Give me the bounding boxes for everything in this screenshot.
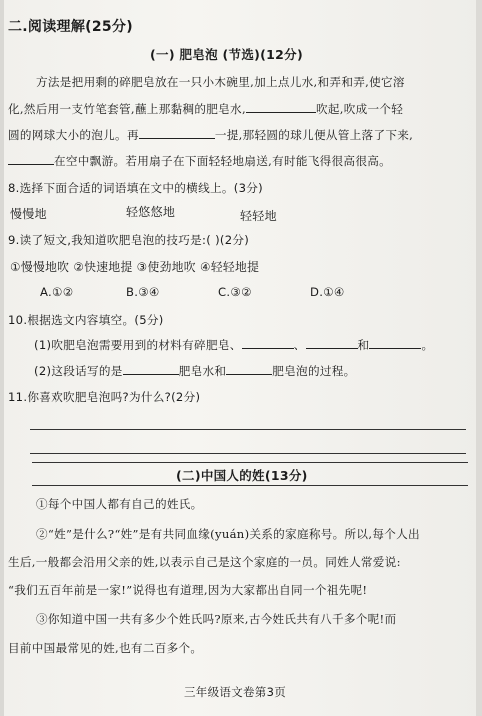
question-11: 11.你喜欢吹肥皂泡吗?为什么?(2分)	[8, 390, 201, 404]
q10-sub1	[34, 337, 433, 353]
blank-2[interactable]	[139, 127, 215, 139]
q11-answer-line-1[interactable]	[30, 429, 466, 430]
passage2-p2-line2: 生后,一般都会沿用父亲的姓,以表示自己是这个家庭的一员。同姓人常爱说:	[8, 555, 401, 569]
passage1-line3b: 一提,那轻圆的球儿便从管上落了下来,	[214, 128, 414, 142]
q10-sub2-end: 肥皂泡的过程。	[272, 364, 356, 378]
passage1-line1: 方法是把用剩的碎肥皂放在一只小木碗里,加上点儿水,和弄和弄,使它溶	[36, 75, 405, 89]
passage2-title: (二)中国人的姓(13分)	[176, 468, 308, 483]
question-8: 8.选择下面合适的词语填在文中的横线上。(3分)	[8, 181, 263, 195]
passage1-line4	[8, 153, 391, 169]
q8-word-1: 慢慢地	[10, 207, 47, 221]
passage1-line4-text: 在空中飘游。若用扇子在下面轻轻地扇送,有时能飞得很高很高。	[54, 154, 392, 168]
passage1-line2a: 化,然后用一支竹笔套管,蘸上那黏稠的肥皂水,	[8, 102, 246, 116]
q10-sub1-end: 。	[421, 338, 434, 352]
q9-option-c[interactable]: C.③②	[218, 285, 252, 299]
q8-word-3: 轻轻地	[240, 209, 277, 223]
q10-sub1-sep1: 、	[293, 338, 306, 352]
q10-blank-2[interactable]	[306, 337, 358, 349]
q10-sub1-sep2: 和	[357, 338, 370, 352]
passage2-p2-line1: ②“姓”是什么?“姓”是有共同血缘(yuán)关系的家庭称号。所以,每个人出	[36, 527, 420, 541]
q10-blank-5[interactable]	[226, 363, 272, 375]
question-9: 9.读了短文,我知道吹肥皂泡的技巧是:( )(2分)	[8, 233, 250, 247]
page-edge-left	[0, 0, 4, 716]
passage2-p3-line1: ③你知道中国一共有多少个姓氏吗?原来,古今姓氏共有八千多个呢!而	[36, 612, 397, 626]
passage1-title: (一) 肥皂泡 (节选)(12分)	[150, 47, 303, 62]
page-footer: 三年级语文卷第3页	[184, 685, 287, 699]
passage1-line3	[8, 127, 413, 143]
passage1-line2b: 吹起,吹成一个轻	[315, 102, 404, 116]
q10-sub2-text: (2)这段话写的是	[34, 364, 123, 378]
q10-sub1-text: (1)吹肥皂泡需要用到的材料有碎肥皂、	[34, 338, 242, 352]
passage1-line2	[8, 101, 403, 117]
q9-option-b[interactable]: B.③④	[126, 285, 160, 299]
blank-3[interactable]	[8, 153, 54, 165]
q8-word-2: 轻悠悠地	[126, 205, 176, 219]
q10-sub2	[34, 363, 356, 379]
passage2-p3-line2: 目前中国最常见的姓,也有二百多个。	[8, 641, 203, 655]
q9-items: ①慢慢地吹 ②快速地提 ③使劲地吹 ④轻轻地提	[10, 260, 260, 274]
q10-blank-1[interactable]	[242, 337, 294, 349]
passage2-p1: ①每个中国人都有自己的姓氏。	[36, 497, 203, 511]
section-title: 二.阅读理解(25分)	[8, 19, 133, 35]
q11-answer-line-2[interactable]	[30, 453, 466, 454]
q10-sub2-mid: 肥皂水和	[178, 364, 227, 378]
q10-blank-3[interactable]	[369, 337, 421, 349]
passage2-p2-line3: “我们五百年前是一家!”说得也有道理,因为大家都出自同一个祖先呢!	[8, 583, 368, 597]
q10-blank-4[interactable]	[123, 363, 179, 375]
question-10: 10.根据选文内容填空。(5分)	[8, 313, 164, 327]
blank-1[interactable]	[246, 101, 316, 113]
q9-option-d[interactable]: D.①④	[310, 285, 345, 299]
passage1-line3a: 圆的网球大小的泡儿。再	[8, 128, 139, 142]
q9-option-a[interactable]: A.①②	[40, 285, 74, 299]
page-edge-right	[476, 0, 482, 716]
